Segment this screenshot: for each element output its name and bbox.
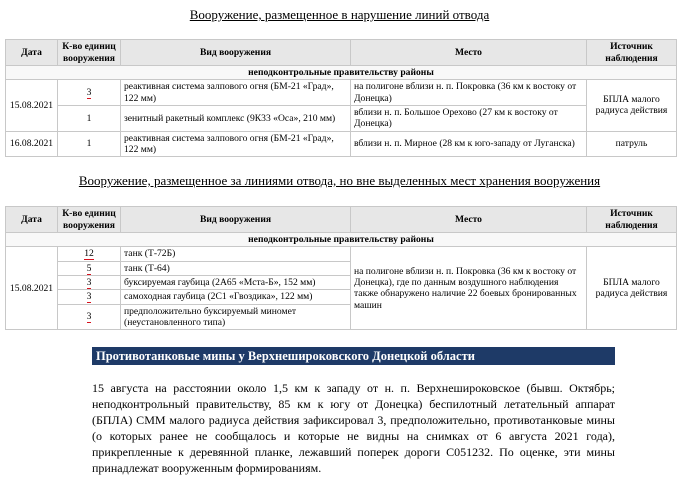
type-cell: танк (Т-72Б): [121, 247, 351, 261]
col-type: Вид вооружения: [121, 207, 351, 233]
place-cell: на полигоне вблизи н. п. Покровка (36 км к востоку от Донецка): [351, 80, 587, 106]
weapons-table-violations: [5, 39, 677, 157]
qty-value: 3: [86, 311, 92, 323]
col-place: Место: [351, 207, 587, 233]
col-source: Источник наблюдения: [587, 207, 677, 233]
type-cell: самоходная гаубица (2С1 «Гвоздика», 122 мм): [121, 290, 351, 304]
qty-value: 12: [84, 248, 94, 260]
place-cell: вблизи н. п. Мирное (28 км к юго-западу от Луганска): [351, 131, 587, 157]
col-qty: К-во единиц вооружения: [58, 40, 121, 66]
col-date: Дата: [6, 40, 58, 66]
type-cell: реактивная система залпового огня (БМ-21 «Град», 122 мм): [121, 131, 351, 157]
source-cell: патруль: [587, 131, 677, 157]
col-source: Источник наблюдения: [587, 40, 677, 66]
col-date: Дата: [6, 207, 58, 233]
qty-cell: [58, 275, 121, 289]
group-row: неподконтрольные правительству районы: [6, 233, 677, 247]
col-type: Вид вооружения: [121, 40, 351, 66]
qty-cell: [58, 80, 121, 106]
qty-value: 5: [86, 262, 92, 274]
weapons-table-outside-storage: [5, 206, 677, 330]
qty-value: 3: [86, 291, 92, 303]
section-heading-outside-storage: Вооружение, размещенное за линиями отвода, но вне выделенных мест хранения вооружения: [78, 173, 601, 188]
place-cell: на полигоне вблизи н. п. Покровка (36 км к востоку от Донецка), где по данным воздушного наблюдения также обнаружено наличие 22 боевых бронированных машин: [351, 247, 587, 330]
mines-section-title: Противотанковые мины у Верхнешироковского Донецкой области: [92, 347, 615, 365]
section-heading-violations: Вооружение, размещенное в нарушение линий отвода: [189, 7, 490, 22]
type-cell: буксируемая гаубица (2А65 «Мста-Б», 152 мм): [121, 275, 351, 289]
type-cell: зенитный ракетный комплекс (9К33 «Оса», 210 мм): [121, 105, 351, 131]
date-cell: 16.08.2021: [6, 131, 58, 157]
type-cell: реактивная система залпового огня (БМ-21 «Град», 122 мм): [121, 80, 351, 106]
source-cell: БПЛА малого радиуса действия: [587, 247, 677, 330]
type-cell: предположительно буксируемый миномет (неустановленного типа): [121, 304, 351, 330]
date-cell: 15.08.2021: [6, 247, 58, 330]
qty-value: 3: [86, 276, 92, 288]
qty-cell: 1: [58, 131, 121, 157]
qty-cell: [58, 247, 121, 261]
qty-cell: 1: [58, 105, 121, 131]
qty-value: 3: [86, 86, 92, 98]
type-cell: танк (Т-64): [121, 261, 351, 275]
col-place: Место: [351, 40, 587, 66]
col-qty: К-во единиц вооружения: [58, 207, 121, 233]
place-cell: вблизи н. п. Большое Орехово (27 км к востоку от Донецка): [351, 105, 587, 131]
qty-cell: [58, 261, 121, 275]
date-cell: 15.08.2021: [6, 80, 58, 131]
qty-cell: [58, 290, 121, 304]
mines-paragraph: 15 августа на расстоянии около 1,5 км к западу от н. п. Верхнешироковское (бывш. Октябрь; неподконтрольный правительству, 85 км к югу от Донецка) беспилотный летательный аппарат (БПЛА) СММ малого радиуса действия зафиксировал 3, предположительно, противотанковые мины (о которых ранее не сообщалось и которые не видны на снимках от 6 августа 2021 года), прикрепленные к деревянной планке, лежавший поперек дороги C051232. По оценке, эти мины принадлежат вооруженным формированиям.: [92, 381, 615, 475]
group-row: неподконтрольные правительству районы: [6, 66, 677, 80]
source-cell: БПЛА малого радиуса действия: [587, 80, 677, 131]
qty-cell: [58, 304, 121, 330]
